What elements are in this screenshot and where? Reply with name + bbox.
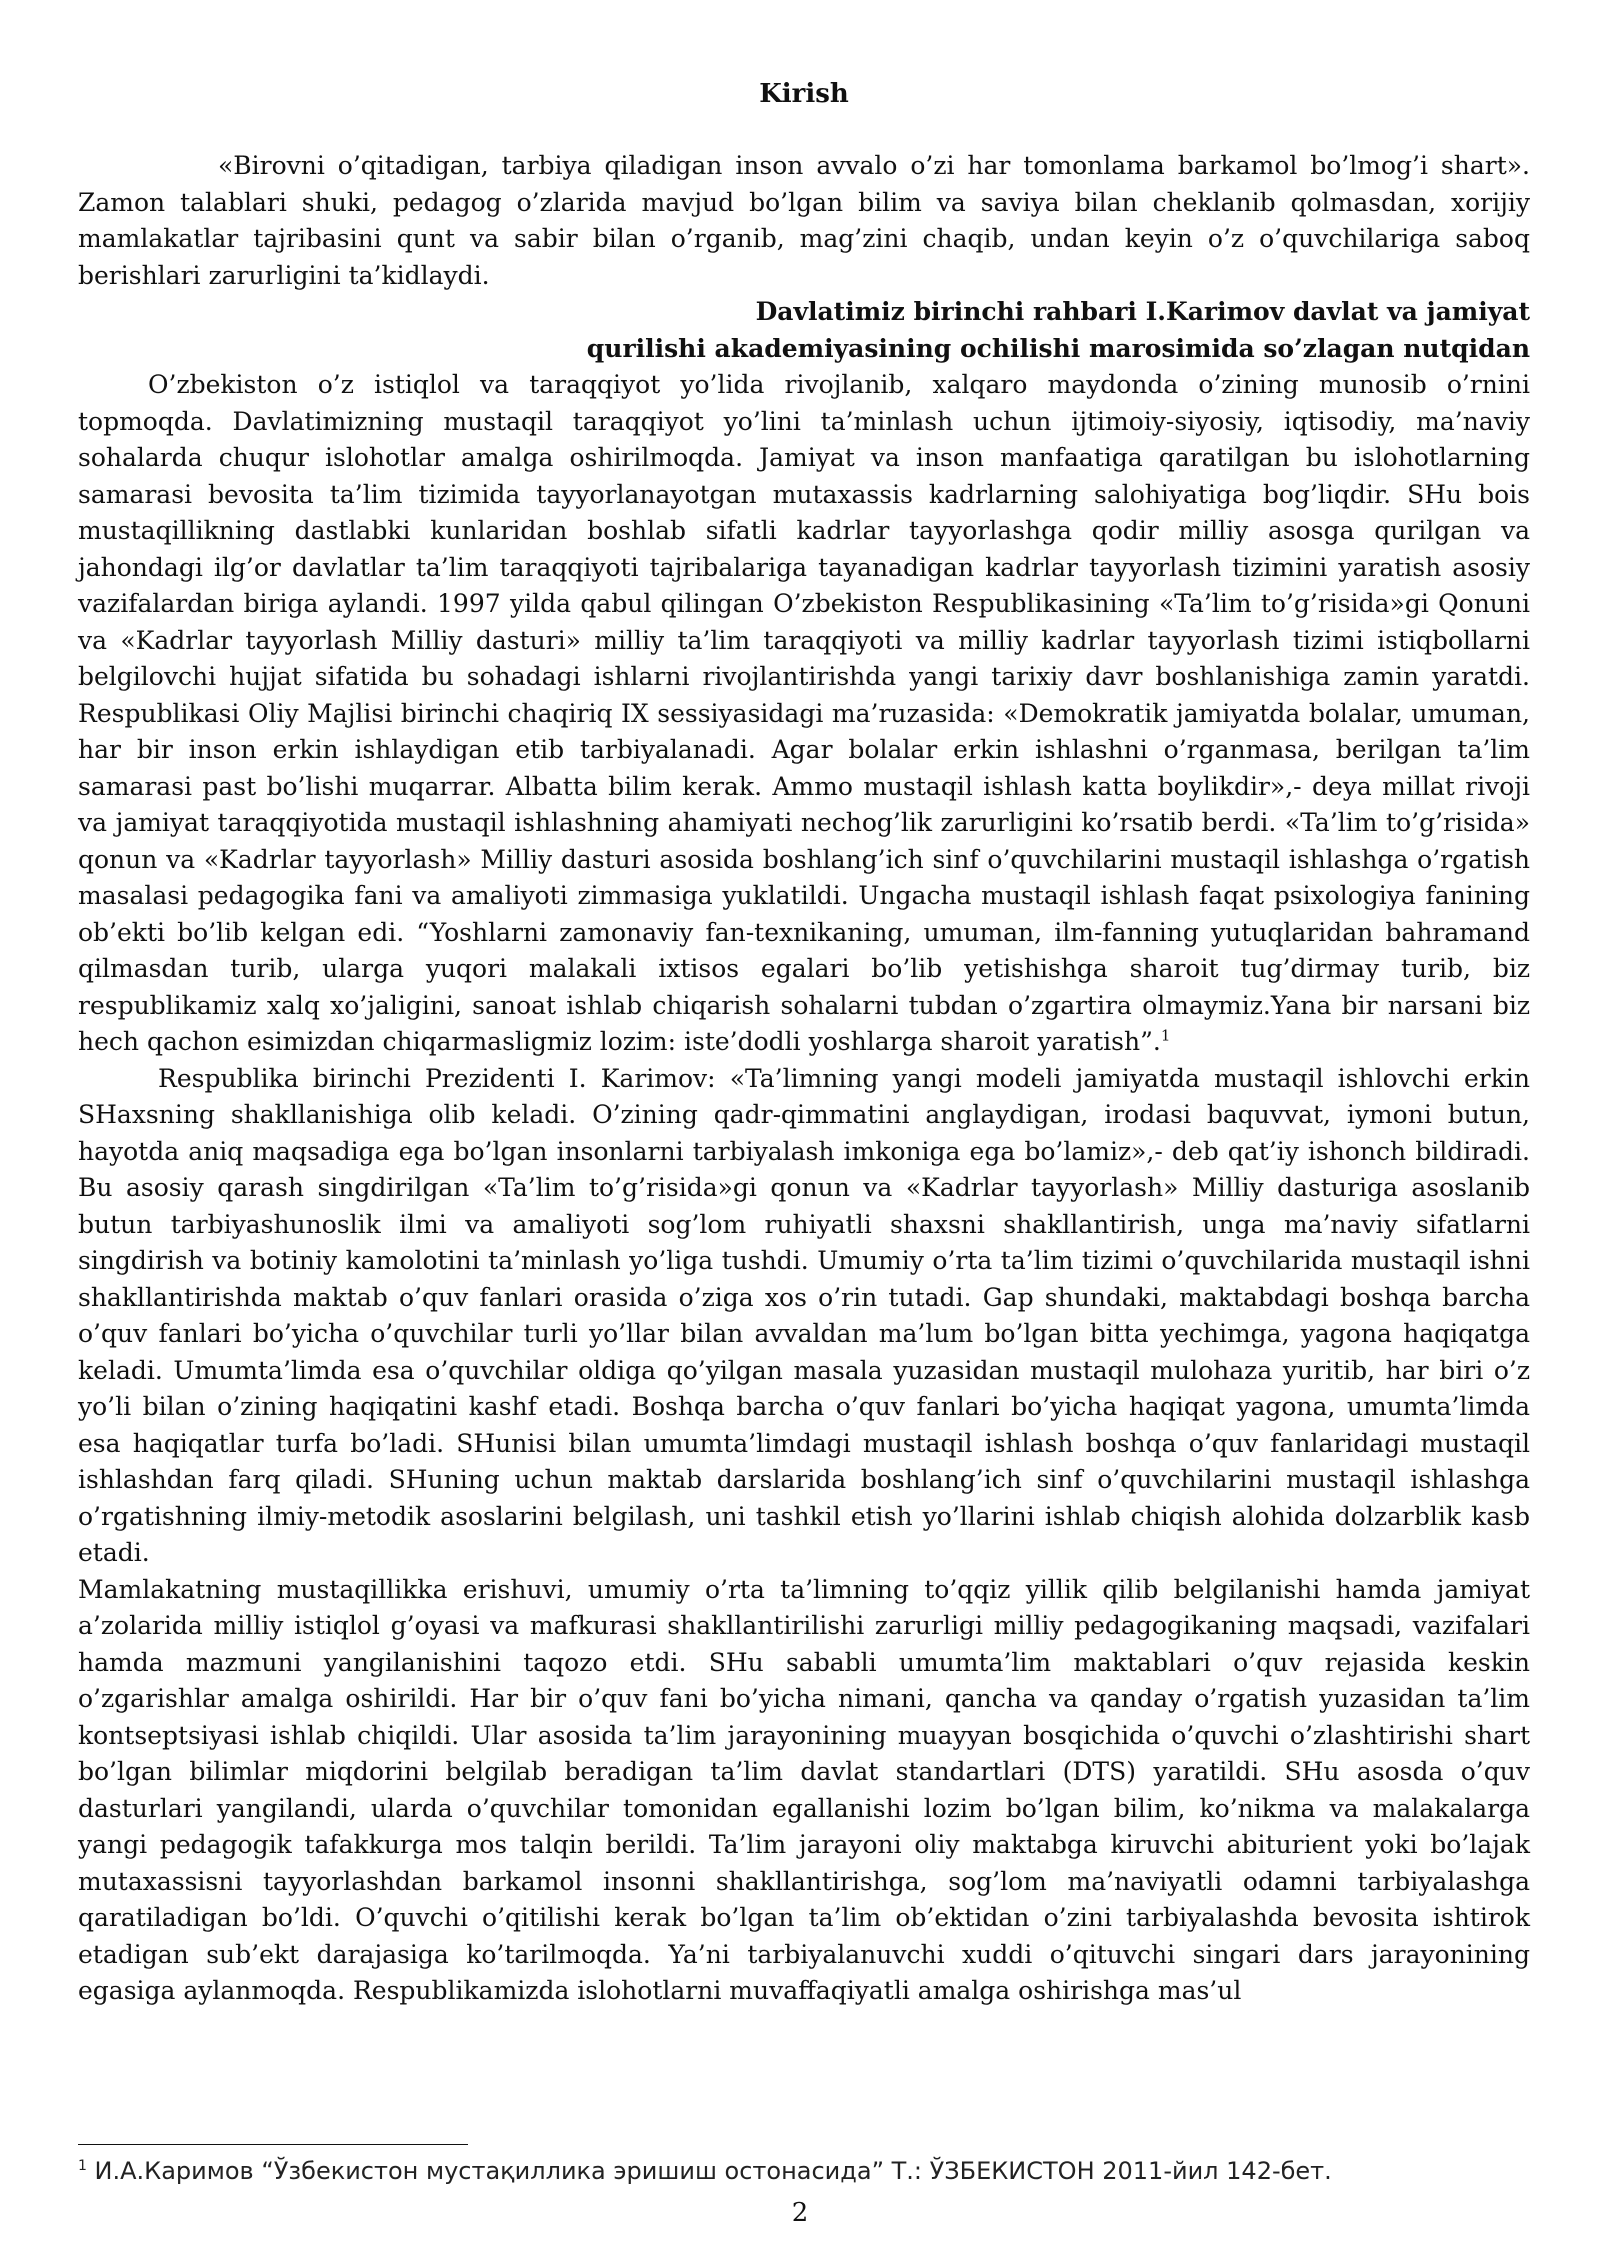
footnote-text: И.А.Каримов “Ўзбекистон мустақиллика эришиш остонасида” Т.: ЎЗБЕКИСТОН 2011-йил 142-бет. [86, 2157, 1332, 2185]
footnote-separator [78, 2144, 468, 2145]
paragraph-1-text: O’zbekiston o’z istiqlol va taraqqiyot yo’lida rivojlanib, xalqaro maydonda o’zining munosib o’rnini topmoqda. Davlatimizning mustaqil taraqqiyot yo’lini ta’minlash uchun ijtimoiy-siyosiy, iqtisodiy, ma’naviy sohalarda chuqur islohotlar amalga oshirilmoqda. Jamiyat va inson manfaatiga qaratilgan bu islohotlarning samarasi bevosita ta’lim tizimida tayyorlanayotgan mutaxassis kadrlarning salohiyatiga bog’liqdir. SHu bois mustaqillikning dastlabki kunlaridan boshlab sifatli kadrlar tayyorlashga qodir milliy asosga qurilgan va jahondagi ilg’or davlatlar ta’lim taraqqiyoti tajribalariga tayanadigan kadrlar tayyorlash tizimini yaratish asosiy vazifalardan biriga aylandi. 1997 yilda qabul qilingan O’zbekiston Respublikasining «Ta’lim to’g’risida»gi Qonuni va «Kadrlar tayyorlash Milliy dasturi» milliy ta’lim taraqqiyoti va milliy kadrlar tayyorlash tizimi istiqbollarni belgilovchi hujjat sifatida bu sohadagi ishlarni rivojlantirishda yangi tarixiy davr boshlanishiga zamin yaratdi. Respublikasi Oliy Majlisi birinchi chaqiriq IX sessiyasidagi ma’ruzasida: «Demokratik jamiyatda bolalar, umuman, har bir inson erkin ishlaydigan etib tarbiyalanadi. Agar bolalar erkin ishlashni o’rganmasa, berilgan ta’lim samarasi past bo’lishi muqarrar. Albatta bilim kerak. Ammo mustaqil ishlash katta boylikdir»,- deya millat rivoji va jamiyat taraqqiyotida mustaqil ishlashning ahamiyati nechog’lik zarurligini ko’rsatib berdi. «Ta’lim to’g’risida» qonun va «Kadrlar tayyorlash» Milliy dasturi asosida boshlang’ich sinf o’quvchilarini mustaqil ishlashga o’rgatish masalasi pedagogika fani va amaliyoti zimmasiga yuklatildi. Ungacha mustaqil ishlash faqat psixologiya fanining ob’ekti bo’lib kelgan edi. “Yoshlarni zamonaviy fan-texnikaning, umuman, ilm-fanning yutuqlaridan bahramand qilmasdan turib, ularga yuqori malakali ixtisos egalari bo’lib yetishishga sharoit tug’dirmay turib, biz respublikamiz xalq xo’jaligini, sanoat ishlab chiqarish sohalarni tubdan o’zgartira olmaymiz.Yana bir narsani biz hech qachon esimizdan chiqarmasligmiz lozim: iste’dodli yoshlarga sharoit yaratish”. [78, 370, 1530, 1056]
paragraph-1 [78, 367, 1530, 1061]
body-text [78, 148, 1530, 2010]
paragraph-3: Mamlakatning mustaqillikka erishuvi, umumiy o’rta ta’limning to’qqiz yillik qilib belgilanishi hamda jamiyat a’zolarida milliy istiqlol g’oyasi va mafkurasi shakllantirilishi zarurligi milliy pedagogikaning maqsadi, vazifalari hamda mazmuni yangilanishini taqozo etdi. SHu sababli umumta’lim maktablari o’quv rejasida keskin o’zgarishlar amalga oshirildi. Har bir o’quv fani bo’yicha nimani, qancha va qanday o’rgatish yuzasidan ta’lim kontseptsiyasi ishlab chiqildi. Ular asosida ta’lim jarayonining muayyan bosqichida o’quvchi o’zlashtirishi shart bo’lgan bilimlar miqdorini belgilab beradigan ta’lim davlat standartlari (DTS) yaratildi. SHu asosda o’quv dasturlari yangilandi, ularda o’quvchilar tomonidan egallanishi lozim bo’lgan bilim, ko’nikma va malakalarga yangi pedagogik tafakkurga mos talqin berildi. Ta’lim jarayoni oliy maktabga kiruvchi abiturient yoki bo’lajak mutaxassisni tayyorlashdan barkamol insonni shakllantirishga, sog’lom ma’naviyatli odamni tarbiyalashga qaratiladigan bo’ldi. O’quvchi o’qitilishi kerak bo’lgan ta’lim ob’ektidan o’zini tarbiyalashda bevosita ishtirok etadigan sub’ekt darajasiga ko’tarilmoqda. Ya’ni tarbiyalanuvchi xuddi o’qituvchi singari dars jarayonining egasiga aylanmoqda. Respublikamizda islohotlarni muvaffaqiyatli amalga oshirishga mas’ul [78, 1574, 1530, 2005]
page-number: 2 [791, 2198, 809, 2228]
footnote [78, 2154, 1530, 2188]
epigraph: «Birovni o’qitadigan, tarbiya qiladigan inson avvalo o’zi har tomonlama barkamol bo’lmog’i shart». Zamon talablari shuki, pedagog o’zlarida mavjud bo’lgan bilim va saviya bilan cheklanib qolmasdan, xorijiy mamlakatlar tajribasini qunt va sabir bilan o’rganib, mag’zini chaqib, undan keyin o’z o’quvchilariga saboq berishlari zarurligini ta’kidlaydi. [78, 151, 1530, 290]
epigraph-attribution-line-1: Davlatimiz birinchi rahbari I.Karimov davlat va jamiyat [755, 297, 1530, 326]
page-title: Kirish [759, 79, 849, 109]
epigraph-attribution-line-2: qurilishi akademiyasining ochilishi marosimida so’zlagan nutqidan [586, 333, 1530, 363]
footnote-reference[interactable]: 1 [1160, 1026, 1171, 1045]
paragraph-2: Respublika birinchi Prezidenti I. Karimov: «Ta’limning yangi modeli jamiyatda mustaqil ishlovchi erkin SHaxsning shakllanishiga olib keladi. O’zining qadr-qimmatini anglaydigan, irodasi baquvvat, iymoni butun, hayotda aniq maqsadiga ega bo’lgan insonlarni tarbiyalash imkoniga ega bo’lamiz»,- deb qat’iy ishonch bildiradi. Bu asosiy qarash singdirilgan «Ta’lim to’g’risida»gi qonun va «Kadrlar tayyorlash» Milliy dasturiga asoslanib butun tarbiyashunoslik ilmi va amaliyoti sog’lom ruhiyatli shaxsni shakllantirish, unga ma’naviy sifatlarni singdirish va botiniy kamolotini ta’minlash yo’liga tushdi. Umumiy o’rta ta’lim tizimi o’quvchilarida mustaqil ishni shakllantirishda maktab o’quv fanlari orasida o’ziga xos o’rin tutadi. Gap shundaki, maktabdagi boshqa barcha o’quv fanlari bo’yicha o’quvchilar turli yo’llar bilan avvaldan ma’lum bo’lgan bitta yechimga, yagona haqiqatga keladi. Umumta’limda esa o’quvchilar oldiga qo’yilgan masala yuzasidan mustaqil mulohaza yuritib, har biri o’z yo’li bilan o’zining haqiqatini kashf etadi. Boshqa barcha o’quv fanlari bo’yicha haqiqat yagona, umumta’limda esa haqiqatlar turfa bo’ladi. SHunisi bilan umumta’limdagi mustaqil ishlash boshqa o’quv fanlaridagi mustaqil ishlashdan farq qiladi. SHuning uchun maktab darslarida boshlang’ich sinf o’quvchilarini mustaqil ishlashga o’rgatishning ilmiy-metodik asoslarini belgilash, uni tashkil etish yo’llarini ishlab chiqish alohida dolzarblik kasb etadi. [78, 1063, 1530, 1567]
footnote-marker: 1 [78, 2158, 87, 2174]
